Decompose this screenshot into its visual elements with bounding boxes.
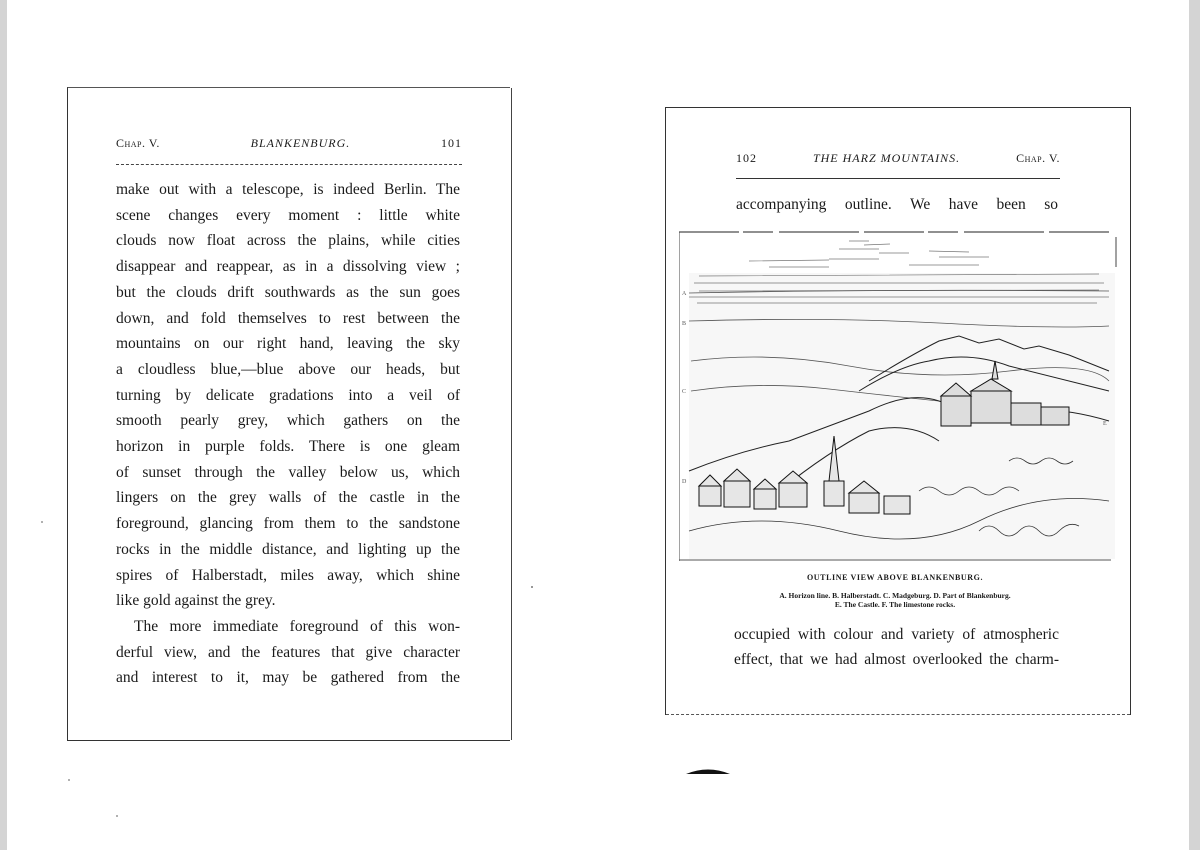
text-line: horizon in purple folds. There is one gleam [116,438,460,456]
text-line: The more immediate foreground of this won- [134,617,460,635]
text-line: clouds now float across the plains, while cities [116,232,460,250]
text-line: effect, that we had almost overlooked the charm- [734,651,1059,668]
plate-marker-b: B [682,321,687,327]
text-line: derful view, and the features that give character [116,643,460,661]
text-line: like gold against the grey. [116,592,276,610]
text-line: mountains on our right hand, leaving the sky [116,335,460,353]
text-line: disappear and reappear, as in a dissolving view ; [116,258,460,276]
text-line: rocks in the middle distance, and lighting up the [116,540,460,558]
right-top-line: accompanying outline. We have been so [736,196,1058,213]
left-chapter-label: Chap. V. [116,136,160,150]
plate-caption: OUTLINE VIEW ABOVE BLANKENBURG. [806,573,984,582]
text-line: down, and fold themselves to rest between the [116,309,460,327]
right-chapter-label: Chap. V. [1016,151,1060,165]
text-line: make out with a telescope, is indeed Berlin. The [116,181,460,198]
plate-marker-e: E [1103,421,1107,427]
plate-legend-line-1: A. Horizon line. B. Halberstadt. C. Madgeburg. D. Part of Blankenburg. [779,591,1011,600]
text-line: scene changes every moment : little white [116,206,460,224]
right-running-title: THE HARZ MOUNTAINS. [812,151,961,165]
left-page-number: 101 [441,136,462,150]
left-running-title: BLANKENBURG. [250,136,351,150]
text-line: a cloudless blue,—blue above our heads, but [116,360,460,378]
text-line: but the clouds drift southwards as the sun goes [116,283,460,301]
text-line: turning by delicate gradations into a veil of [116,386,460,404]
text-line: spires of Halberstadt, miles away, which shine [116,566,460,584]
text-line: of sunset through the valley below us, which [116,463,460,481]
plate-legend-line-2: E. The Castle. F. The limestone rocks. [834,600,956,609]
text-line: foreground, glancing from them to the sandstone [116,515,460,533]
plate-marker-d: D [682,479,687,485]
plate-marker-c: C [682,389,687,395]
right-page-number: 102 [736,151,757,165]
text-line: occupied with colour and variety of atmospheric [734,626,1059,643]
text-line: smooth pearly grey, which gathers on the [116,412,460,430]
plate-marker-a: A [682,291,687,297]
text-line: and interest to it, may be gathered from the [116,669,460,687]
text-line: lingers on the grey walls of the castle in the [116,489,460,507]
